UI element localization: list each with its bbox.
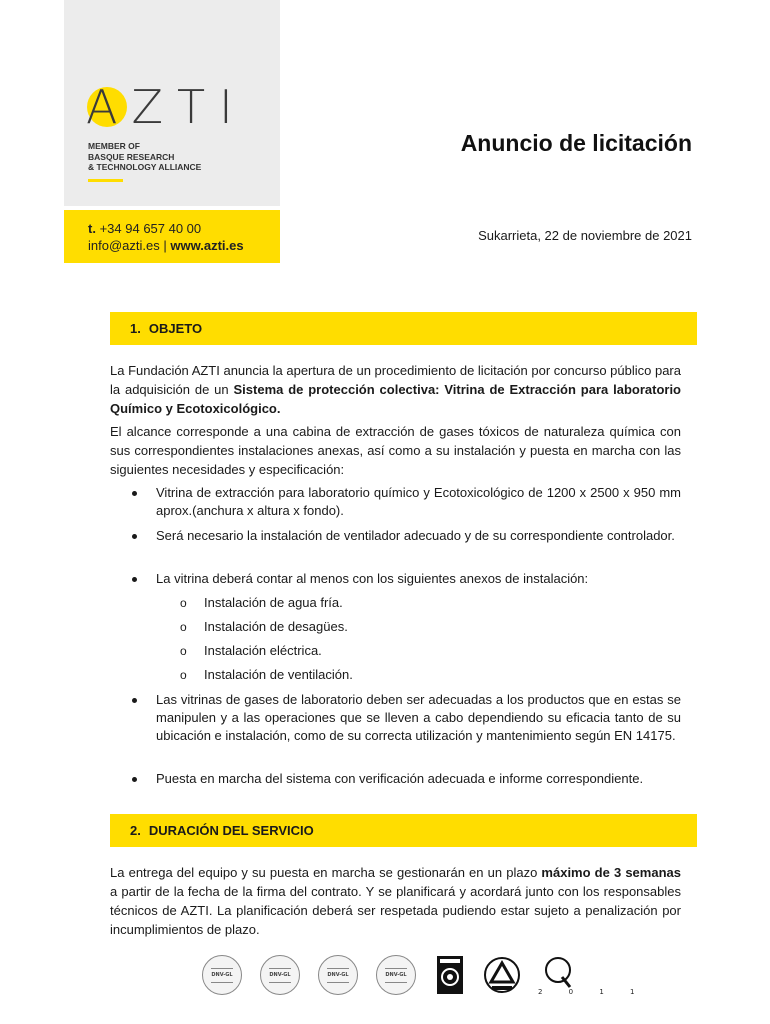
circle-bullet-icon: o [180,596,187,610]
list-item-text: La vitrina deberá contar al menos con los siguientes anexos de instalación: [156,571,589,586]
section-title: DURACIÓN DEL SERVICIO [148,823,314,838]
q-award-year: 2 0 1 1 [538,988,647,996]
dnv-certification-seal-icon [376,955,416,995]
certification-logos [200,955,647,1000]
section-duracion-header [110,814,697,847]
contact-separator: | [163,238,167,253]
bullet-icon [132,777,137,782]
sub-list-item-text: Instalación de ventilación. [204,667,353,682]
triangle-certification-icon [484,957,520,995]
dnv-certification-seal-icon [202,955,242,995]
page-title: Anuncio de licitación [460,130,692,156]
contact-panel [64,210,280,263]
cert-label: DNV-GL [327,972,349,978]
phone-prefix: t. [88,221,96,236]
sub-list-item-text: Instalación eléctrica. [204,643,322,658]
cert-label: DNV-GL [269,972,291,978]
alliance-membership [88,141,201,173]
duration-paragraph [110,863,681,939]
dnv-certification-seal-icon [318,955,358,995]
intro-text: La Fundación AZTI anuncia la apertura de un procedimiento de licitación por concurso público para la adquisición de un [110,363,681,397]
section-objeto-header [110,312,697,345]
section-number: 1. [130,321,141,336]
section-number: 2. [130,823,141,838]
bullet-icon [132,577,137,582]
member-line: MEMBER OF [88,141,140,151]
intro-paragraph [110,361,681,418]
phone-number[interactable]: +34 94 657 40 00 [99,221,202,236]
circle-bullet-icon: o [180,620,187,634]
dnv-certification-seal-icon [260,955,300,995]
bullet-icon [132,698,137,703]
member-line: BASQUE RESEARCH [88,151,175,162]
sub-list-item-text: Instalación de agua fría. [204,595,343,610]
sub-list-item-text: Instalación de desagües. [204,619,348,634]
email-link[interactable]: info@azti.es [88,238,160,253]
scope-paragraph: El alcance corresponde a una cabina de extracción de gases tóxicos de naturaleza química con sus correspondientes instalaciones anexas, así como a su instalación y puesta en marcha con las siguientes necesidades y especificación: [110,424,681,477]
bullet-icon [132,534,137,539]
list-item-text: Las vitrinas de gases de laboratorio deben ser adecuadas a los productos que en estas se manipulen y a las operaciones que se lleven a cabo dependiendo su eficacia tanto de su ubicación e instalación, como de su correcta utilización y mantenimiento según EN 14175. [156,692,681,743]
cert-label: DNV-GL [385,972,407,978]
section-heading [130,823,314,838]
duration-text-end: a partir de la fecha de la firma del contrato. Y se planificará y acordará junto con los responsables técnicos de AZTI. La planificación deberá ser respetada pudiendo estar sujeto a penalización por incumplimientos de plazo. [110,884,681,937]
list-item-text: Será necesario la instalación de ventilador adecuado y de su correspondiente controlador. [156,528,675,543]
azti-logo: AZTI [86,80,247,134]
duration-text: La entrega del equipo y su puesta en marcha se gestionarán en un plazo [110,865,542,880]
intro-bold-text: Sistema de protección colectiva: Vitrina de Extracción para laboratorio Químico y Ecotoxicológico. [110,382,681,416]
document-date: Sukarrieta, 22 de noviembre de 2021 [478,228,692,243]
logo-panel [64,0,280,206]
q-quality-icon [544,955,574,991]
bullet-icon [132,491,137,496]
accent-underline [88,179,123,182]
website-link[interactable]: www.azti.es [170,238,244,253]
section-heading [130,321,202,336]
circle-bullet-icon: o [180,668,187,682]
list-item-text: Puesta en marcha del sistema con verificación adecuada e informe correspondiente. [156,771,644,786]
phone-line [88,221,201,236]
member-line: & TECHNOLOGY ALLIANCE [88,162,202,172]
section-title: OBJETO [148,321,203,336]
web-line [88,238,244,253]
duration-bold-text: máximo de 3 semanas [541,865,681,880]
list-item-text: Vitrina de extracción para laboratorio químico y Ecotoxicológico de 1200 x 2500 x 950 mm aprox.(anchura x altura x fondo). [156,485,681,518]
cert-label: DNV-GL [211,972,233,978]
quality-award-badge-icon [436,955,464,995]
circle-bullet-icon: o [180,644,187,658]
